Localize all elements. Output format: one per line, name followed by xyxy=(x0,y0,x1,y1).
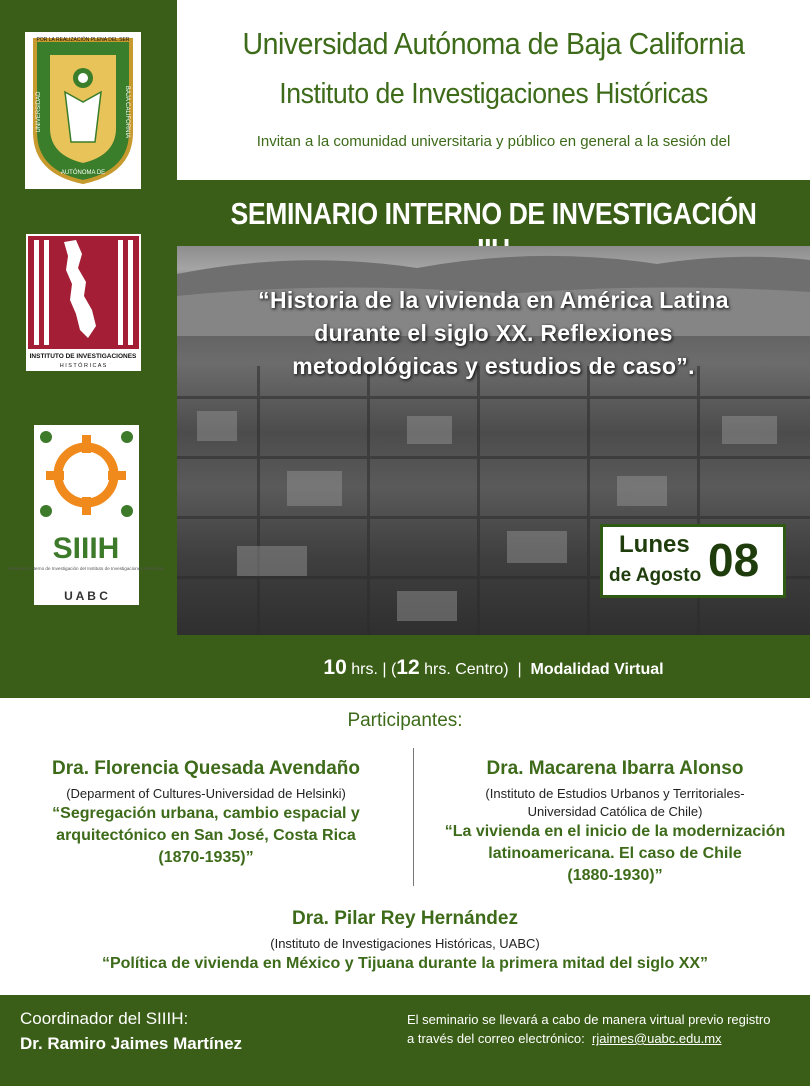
date-day: 08 xyxy=(708,534,760,586)
participant-talk-line: (1870-1935)” xyxy=(158,849,254,866)
registration-note-line: El seminario se llevará a cabo de manera virtual previo registro xyxy=(407,1012,771,1027)
schedule-separator: | xyxy=(382,661,387,678)
institute-name: Instituto de Investigaciones Históricas xyxy=(279,78,708,110)
schedule-hour: 10 xyxy=(323,656,347,679)
svg-text:POR LA REALIZACIÓN PLENA DEL S: POR LA REALIZACIÓN PLENA DEL SER xyxy=(36,37,130,43)
participant-institution: Universidad Católica de Chile) xyxy=(527,804,703,819)
coordinator-label: Coordinador del SIIIH: xyxy=(20,1009,189,1028)
talk-title-line: metodológicas y estudios de caso”. xyxy=(292,353,695,379)
uabc-logo xyxy=(25,32,141,189)
seminar-title: SEMINARIO INTERNO DE INVESTIGACIÓN xyxy=(230,196,757,231)
svg-text:INSTITUTO DE INVESTIGACIONES: INSTITUTO DE INVESTIGACIONES xyxy=(29,353,137,360)
siiih-logo xyxy=(7,425,165,605)
participant-talk-line: arquitectónico en San José, Costa Rica xyxy=(56,827,356,844)
svg-text:UNIVERSIDAD: UNIVERSIDAD xyxy=(36,91,42,133)
iih-logo xyxy=(26,234,141,371)
column-divider xyxy=(413,748,414,886)
participant-talk-line: latinoamericana. El caso de Chile xyxy=(488,845,742,862)
participant-talk: “Política de vivienda en México y Tijuana durante la primera mitad del siglo XX” xyxy=(101,955,709,972)
registration-note-prefix: a través del correo electrónico: xyxy=(407,1031,585,1046)
svg-text:Seminario Interno de Investiga: Seminario Interno de Investigación del Instituto de Investigaciones Históricas xyxy=(7,566,165,571)
registration-note-line xyxy=(407,1029,770,1048)
registration-note xyxy=(407,1010,770,1048)
schedule-center-hour: 12 xyxy=(396,656,420,679)
participant-name: Dra. Macarena Ibarra Alonso xyxy=(486,758,744,779)
coordinator-name: Dr. Ramiro Jaimes Martínez xyxy=(20,1034,243,1053)
date-badge xyxy=(600,524,786,598)
participant-1 xyxy=(10,758,402,869)
participant-talk-line: “Segregación urbana, cambio espacial y xyxy=(52,805,360,822)
contact-email-link[interactable]: rjaimes@uabc.edu.mx xyxy=(592,1031,722,1046)
svg-text:SIIIH: SIIIH xyxy=(52,532,120,565)
schedule-text xyxy=(177,656,810,680)
participant-name: Dra. Pilar Rey Hernández xyxy=(292,908,518,929)
participant-2 xyxy=(425,758,805,887)
participant-institution: (Instituto de Estudios Urbanos y Territoriales- xyxy=(485,786,745,801)
schedule-bar xyxy=(177,635,810,698)
participant-talk-line: (1880-1930)” xyxy=(567,867,663,884)
talk-title xyxy=(177,284,810,383)
schedule-center-label: hrs. Centro) xyxy=(424,661,509,678)
university-name: Universidad Autónoma de Baja California xyxy=(242,26,745,61)
talk-title-line: “Historia de la vivienda en América Latina xyxy=(258,287,729,313)
sidebar xyxy=(0,0,177,698)
schedule-hrs: hrs. xyxy=(351,661,378,678)
schedule-modality: Modalidad Virtual xyxy=(530,661,664,678)
footer xyxy=(0,995,810,1086)
schedule-center-open: ( xyxy=(390,661,397,678)
participant-3 xyxy=(0,908,810,975)
date-weekday: Lunes xyxy=(619,531,690,558)
svg-text:U A B C: U A B C xyxy=(64,589,108,603)
svg-text:AUTÓNOMA DE: AUTÓNOMA DE xyxy=(60,170,106,176)
date-month: de Agosto xyxy=(609,565,702,586)
svg-text:BAJA CALIFORNIA: BAJA CALIFORNIA xyxy=(124,85,130,139)
invitation-text: Invitan a la comunidad universitaria y público en general a la sesión del xyxy=(256,133,731,150)
talk-title-line: durante el siglo XX. Reflexiones xyxy=(314,320,673,346)
svg-text:H I S T Ó R I C A S: H I S T Ó R I C A S xyxy=(59,363,107,369)
participant-institution: (Deparment of Cultures-Universidad de Helsinki) xyxy=(66,786,346,801)
participant-name: Dra. Florencia Quesada Avendaño xyxy=(52,758,360,779)
participant-talk-line: “La vivienda en el inicio de la modernización xyxy=(444,823,786,840)
header xyxy=(177,0,810,180)
participant-institution: (Instituto de Investigaciones Históricas, UABC) xyxy=(270,936,540,951)
seminar-bar xyxy=(177,180,810,246)
schedule-separator: | xyxy=(517,661,522,678)
participants-heading: Participantes: xyxy=(347,710,463,731)
